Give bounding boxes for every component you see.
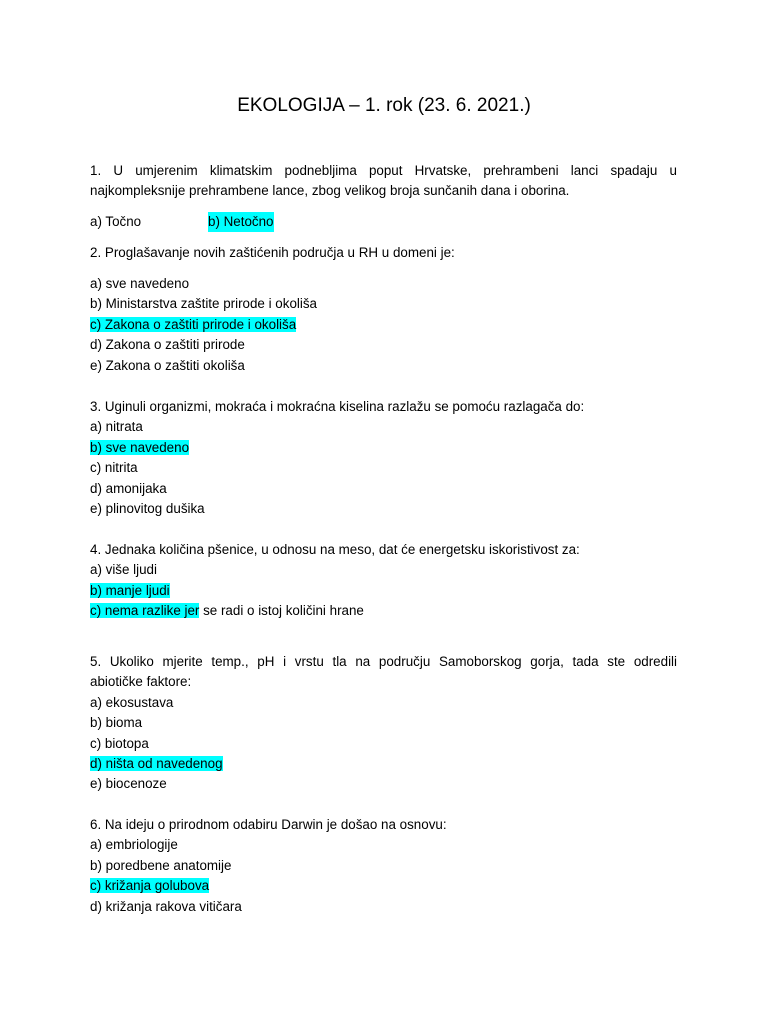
answer-4c (90, 601, 677, 621)
answer-3e: e) plinovitog dušika (90, 500, 205, 516)
answer-2c-highlighted: c) Zakona o zaštiti prirode i okoliša (90, 316, 297, 332)
answer-6c (90, 876, 677, 896)
answer-2c (90, 315, 677, 335)
answer-6b: b) poredbene anatomije (90, 857, 232, 873)
answer-3a: a) nitrata (90, 419, 143, 435)
answer-3c: c) nitrita (90, 460, 138, 476)
answer-4c-highlighted: c) nema razlike jer (90, 603, 200, 619)
answer-6c-highlighted: c) križanja golubova (90, 878, 210, 894)
question-1-answers (90, 212, 490, 232)
answer-2a: a) sve navedeno (90, 276, 190, 291)
answer-5a: a) ekosustava (90, 694, 174, 710)
question-2-text: 2. Proglašavanje novih zaštićenih područja u RH u domeni je: (90, 245, 455, 260)
answer-5d-highlighted: d) ništa od navedenog (90, 755, 223, 771)
page-title: EKOLOGIJA – 1. rok (23. 6. 2021.) (237, 95, 531, 116)
question-6 (90, 815, 677, 917)
question-5-text-line-1: 5. Ukoliko mjerite temp., pH i vrstu tla na području Samoborskog gorja, tada ste odredili (90, 654, 677, 669)
answer-1b-highlighted: b) Netočno (208, 212, 274, 232)
question-1 (90, 161, 677, 202)
answer-3b (90, 438, 677, 458)
question-3-text: 3. Uginuli organizmi, mokraća i mokraćna kiselina razlažu se pomoću razlagača do: (90, 399, 585, 414)
question-4 (90, 540, 677, 622)
answer-1a: a) Točno (90, 214, 142, 229)
question-1-text-line-1: 1. U umjerenim klimatskim podnebljima poput Hrvatske, prehrambeni lanci spadaju u (90, 163, 677, 178)
question-3 (90, 397, 677, 519)
answer-4c-rest: se radi o istoj količini hrane (199, 603, 364, 619)
answer-5d (90, 754, 677, 774)
answer-2d: d) Zakona o zaštiti prirode (90, 337, 245, 353)
answer-2e: e) Zakona o zaštiti okoliša (90, 357, 245, 373)
question-5-text-line-2: abiotičke faktore: (90, 674, 192, 690)
question-2 (90, 243, 677, 263)
answer-4a: a) više ljudi (90, 562, 157, 578)
answer-3b-highlighted: b) sve navedeno (90, 439, 190, 455)
answer-6a: a) embriologije (90, 837, 178, 853)
answer-5e: e) biocenoze (90, 776, 167, 792)
answer-2b: b) Ministarstva zaštite prirode i okoliša (90, 296, 317, 312)
answer-4b-highlighted: b) manje ljudi (90, 582, 170, 598)
question-5 (90, 652, 677, 795)
question-2-answers (90, 274, 677, 376)
answer-5c: c) biotopa (90, 735, 149, 751)
answer-4b (90, 581, 677, 601)
question-4-text: 4. Jednaka količina pšenice, u odnosu na meso, dat će energetsku iskoristivost za: (90, 542, 580, 557)
question-6-text: 6. Na ideju o prirodnom odabiru Darwin je došao na osnovu: (90, 817, 447, 832)
answer-3d: d) amonijaka (90, 480, 167, 496)
question-1-text-line-2: najkompleksnije prehrambene lance, zbog velikog broja sunčanih dana i oborina. (90, 183, 570, 199)
answer-5b: b) bioma (90, 715, 143, 731)
answer-6d: d) križanja rakova vitičara (90, 898, 242, 914)
